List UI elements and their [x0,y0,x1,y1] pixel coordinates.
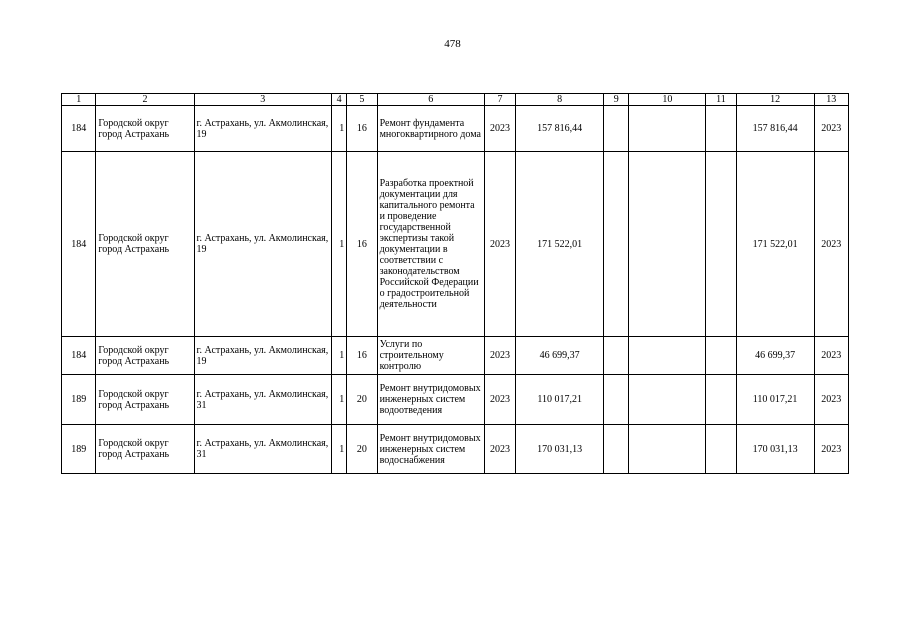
row-number: 189 [62,425,96,474]
year-end-cell: 2023 [814,106,848,152]
year-cell: 2023 [484,106,515,152]
col10-cell [629,425,706,474]
col5-cell: 20 [347,375,377,425]
col9-cell [604,425,629,474]
col-header-11: 11 [706,94,736,106]
col5-cell: 16 [347,337,377,375]
col5-cell: 20 [347,425,377,474]
col4-cell: 1 [332,375,347,425]
register-table [61,93,849,474]
col4-cell: 1 [332,152,347,337]
col-header-6: 6 [377,94,484,106]
col10-cell [629,375,706,425]
work-type-cell: Услуги по строительному контролю [377,337,484,375]
col-header-13: 13 [814,94,848,106]
page-number: 478 [444,38,461,50]
row-number: 189 [62,375,96,425]
row-number: 184 [62,337,96,375]
address-cell: г. Астрахань, ул. Акмолинская, 19 [194,337,332,375]
col9-cell [604,106,629,152]
col11-cell [706,375,736,425]
cost-cell: 171 522,01 [516,152,604,337]
work-type-cell: Ремонт внутридомовых инженерных систем водоотведения [377,375,484,425]
address-cell: г. Астрахань, ул. Акмолинская, 19 [194,106,332,152]
col-header-9: 9 [604,94,629,106]
col-header-4: 4 [332,94,347,106]
table-row [62,106,849,152]
cost-cell: 46 699,37 [516,337,604,375]
col11-cell [706,152,736,337]
municipality-cell: Городской округ город Астрахань [96,106,194,152]
total-cell: 157 816,44 [736,106,814,152]
col-header-5: 5 [347,94,377,106]
row-number: 184 [62,152,96,337]
total-cell: 110 017,21 [736,375,814,425]
col9-cell [604,152,629,337]
col-header-8: 8 [516,94,604,106]
row-number: 184 [62,106,96,152]
work-type-cell: Разработка проектной документации для капитального ремонта и проведение государственной экспертизы такой документации в соответствии с законодательством Российской Федерации о градостроительной деятельности [377,152,484,337]
total-cell: 46 699,37 [736,337,814,375]
col4-cell: 1 [332,425,347,474]
col11-cell [706,337,736,375]
table-row [62,337,849,375]
col-header-1: 1 [62,94,96,106]
table-row [62,425,849,474]
year-end-cell: 2023 [814,337,848,375]
col10-cell [629,106,706,152]
year-end-cell: 2023 [814,425,848,474]
col11-cell [706,106,736,152]
work-type-cell: Ремонт внутридомовых инженерных систем водоснабжения [377,425,484,474]
col4-cell: 1 [332,337,347,375]
table-row [62,375,849,425]
col10-cell [629,337,706,375]
col-header-10: 10 [629,94,706,106]
work-type-cell: Ремонт фундамента многоквартирного дома [377,106,484,152]
year-cell: 2023 [484,337,515,375]
cost-cell: 110 017,21 [516,375,604,425]
year-end-cell: 2023 [814,152,848,337]
address-cell: г. Астрахань, ул. Акмолинская, 31 [194,375,332,425]
col4-cell: 1 [332,106,347,152]
municipality-cell: Городской округ город Астрахань [96,152,194,337]
col11-cell [706,425,736,474]
municipality-cell: Городской округ город Астрахань [96,425,194,474]
total-cell: 170 031,13 [736,425,814,474]
col-header-12: 12 [736,94,814,106]
header-row [62,94,849,106]
year-cell: 2023 [484,152,515,337]
year-cell: 2023 [484,375,515,425]
cost-cell: 170 031,13 [516,425,604,474]
col5-cell: 16 [347,152,377,337]
col-header-7: 7 [484,94,515,106]
year-end-cell: 2023 [814,375,848,425]
col-header-2: 2 [96,94,194,106]
total-cell: 171 522,01 [736,152,814,337]
col9-cell [604,337,629,375]
col9-cell [604,375,629,425]
address-cell: г. Астрахань, ул. Акмолинская, 31 [194,425,332,474]
col5-cell: 16 [347,106,377,152]
municipality-cell: Городской округ город Астрахань [96,337,194,375]
table-row [62,152,849,337]
col10-cell [629,152,706,337]
address-cell: г. Астрахань, ул. Акмолинская, 19 [194,152,332,337]
cost-cell: 157 816,44 [516,106,604,152]
municipality-cell: Городской округ город Астрахань [96,375,194,425]
col-header-3: 3 [194,94,332,106]
year-cell: 2023 [484,425,515,474]
